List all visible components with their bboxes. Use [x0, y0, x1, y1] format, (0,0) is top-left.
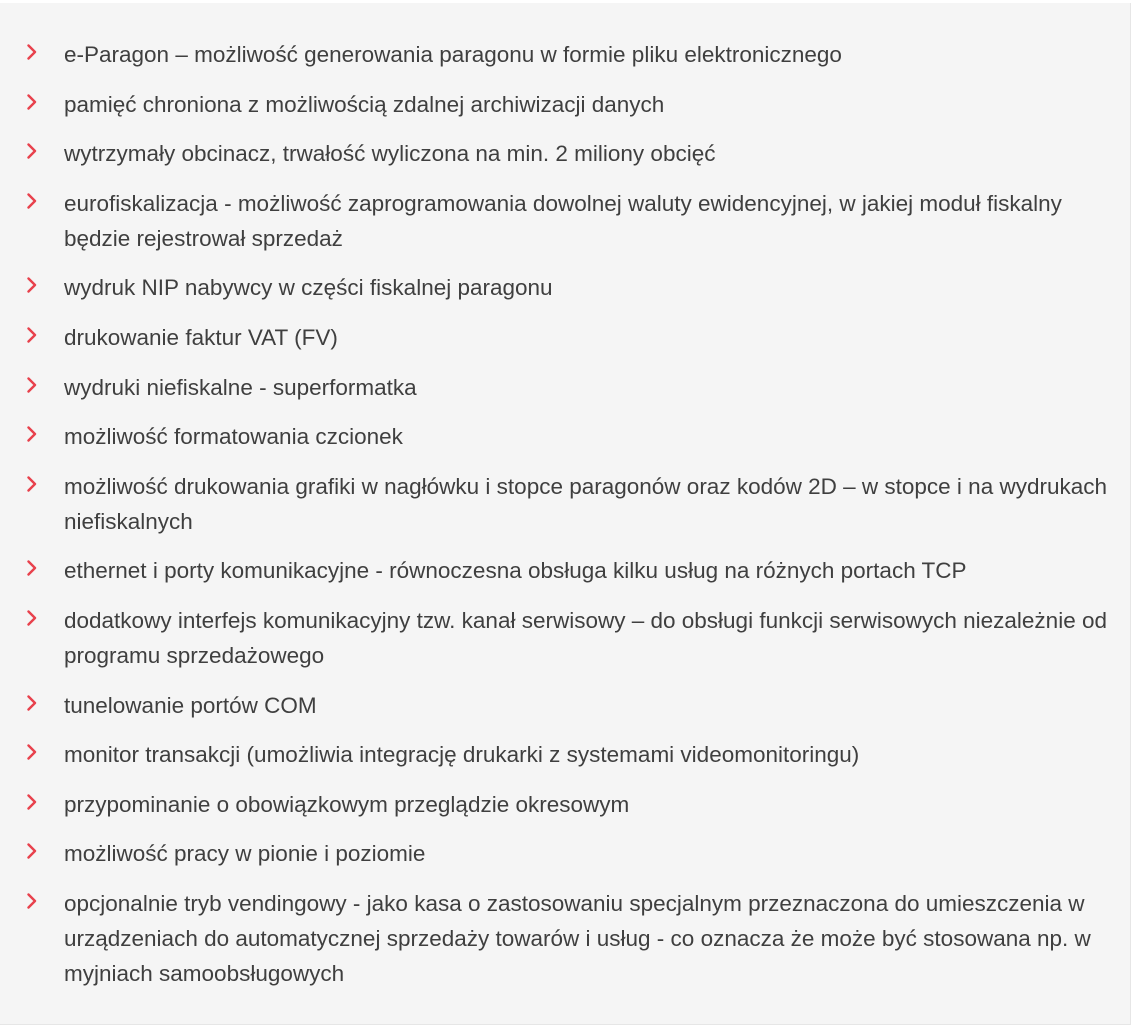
chevron-right-icon [26, 94, 38, 110]
chevron-right-icon [26, 277, 38, 293]
feature-text: możliwość pracy w pionie i poziomie [64, 841, 426, 867]
feature-text: możliwość drukowania grafiki w nagłówku i stopce paragonów oraz kodów 2D – w stopce i na wydrukach niefiskalnych [64, 473, 1108, 534]
chevron-right-icon [26, 695, 38, 711]
feature-item [0, 469, 1130, 539]
feature-text: pamięć chroniona z możliwością zdalnej archiwizacji danych [64, 91, 665, 117]
chevron-right-icon [26, 476, 38, 492]
feature-item [0, 886, 1130, 991]
feature-text: opcjonalnie tryb vendingowy - jako kasa o zastosowaniu specjalnym przeznaczona do umieszczenia w urządzeniach do automatycznej sprzedaży towarów i usług - co oznacza że może być stosowana np. w myjniach samoobsługowych [64, 890, 1091, 986]
feature-item [0, 320, 1130, 355]
feature-text: tunelowanie portów COM [64, 692, 317, 718]
chevron-right-icon [26, 143, 38, 159]
feature-text: wydruki niefiskalne - superformatka [64, 374, 417, 400]
chevron-right-icon [26, 193, 38, 209]
feature-item [0, 270, 1130, 305]
chevron-right-icon [26, 560, 38, 576]
feature-item [0, 87, 1130, 122]
chevron-right-icon [26, 426, 38, 442]
chevron-right-icon [26, 327, 38, 343]
feature-text: wydruk NIP nabywcy w części fiskalnej paragonu [64, 275, 553, 301]
features-panel [0, 3, 1131, 1025]
feature-text: e-Paragon – możliwość generowania paragonu w formie pliku elektronicznego [64, 42, 842, 67]
feature-text: wytrzymały obcinacz, trwałość wyliczona na min. 2 miliony obcięć [64, 141, 716, 167]
feature-item [0, 186, 1130, 256]
feature-item [0, 737, 1130, 772]
feature-text: przypominanie o obowiązkowym przeglądzie okresowym [64, 791, 630, 817]
feature-text: drukowanie faktur VAT (FV) [64, 324, 338, 350]
feature-item [0, 136, 1130, 171]
feature-text: dodatkowy interfejs komunikacyjny tzw. kanał serwisowy – do obsługi funkcji serwisowych niezależnie od programu sprzedażowego [64, 607, 1107, 668]
feature-text: możliwość formatowania czcionek [64, 424, 403, 450]
chevron-right-icon [26, 843, 38, 859]
feature-text: monitor transakcji (umożliwia integrację drukarki z systemami videomonitoringu) [64, 742, 860, 768]
chevron-right-icon [26, 44, 38, 60]
feature-item [0, 836, 1130, 871]
feature-item [0, 787, 1130, 822]
feature-item [0, 370, 1130, 405]
chevron-right-icon [26, 377, 38, 393]
chevron-right-icon [26, 794, 38, 810]
chevron-right-icon [26, 744, 38, 760]
feature-item [0, 603, 1130, 673]
feature-item [0, 37, 1130, 72]
feature-item [0, 688, 1130, 723]
feature-text: eurofiskalizacja - możliwość zaprogramowania dowolnej waluty ewidencyjnej, w jakiej moduł fiskalny będzie rejestrował sprzedaż [64, 190, 1062, 251]
feature-text: ethernet i porty komunikacyjne - równoczesna obsługa kilku usług na różnych portach TCP [64, 558, 967, 584]
chevron-right-icon [26, 610, 38, 626]
feature-list [0, 3, 1130, 991]
chevron-right-icon [26, 893, 38, 909]
feature-item [0, 419, 1130, 454]
feature-item [0, 553, 1130, 588]
